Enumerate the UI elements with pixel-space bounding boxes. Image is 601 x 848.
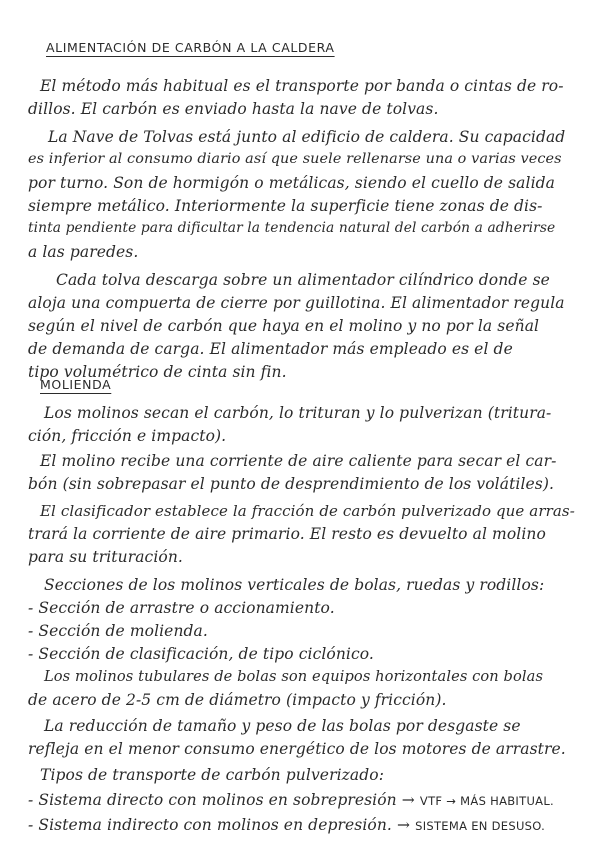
- paragraph-line: según el nivel de carbón que haya en el molino y no por la señal: [28, 317, 540, 335]
- paragraph-line: ción, fricción e impacto).: [28, 427, 227, 445]
- paragraph-line: tipo volumétrico de cinta sin fin.: [28, 363, 287, 381]
- paragraph-line: por turno. Son de hormigón o metálicas, siendo el cuello de salida: [28, 174, 555, 192]
- arrow-icon: →: [401, 791, 415, 809]
- paragraph-line: Secciones de los molinos verticales de bolas, ruedas y rodillos:: [44, 576, 545, 594]
- paragraph-line: de acero de 2-5 cm de diámetro (impacto y fricción).: [28, 691, 447, 709]
- page-title: ALIMENTACIÓN DE CARBÓN A LA CALDERA: [46, 40, 335, 55]
- paragraph-line: El molino recibe una corriente de aire caliente para secar el car-: [40, 452, 557, 470]
- list-item: - Sección de arrastre o accionamiento.: [28, 599, 335, 617]
- transport-type-note: VTF → MÁS HABITUAL.: [419, 794, 554, 808]
- paragraph-line: La Nave de Tolvas está junto al edificio de caldera. Su capacidad: [48, 128, 566, 146]
- arrow-icon: →: [396, 816, 411, 834]
- paragraph-line: El clasificador establece la fracción de carbón pulverizado que arras-: [40, 502, 575, 520]
- paragraph-line: siempre metálico. Interiormente la superficie tiene zonas de dis-: [28, 197, 543, 215]
- paragraph-line: refleja en el menor consumo energético de los motores de arrastre.: [28, 740, 566, 758]
- paragraph-line: es inferior al consumo diario así que suele rellenarse una o varias veces: [28, 151, 562, 167]
- transport-type-direct: [28, 791, 554, 809]
- paragraph-line: a las paredes.: [28, 243, 139, 261]
- transport-type-text: - Sistema directo con molinos en sobrepresión: [28, 791, 397, 809]
- paragraph-line: bón (sin sobrepasar el punto de desprendimiento de los volátiles).: [28, 475, 555, 493]
- paragraph-line: El método más habitual es el transporte por banda o cintas de ro-: [40, 77, 564, 95]
- paragraph-line: Los molinos secan el carbón, lo trituran y lo pulverizan (tritura-: [44, 404, 552, 422]
- paragraph-line: dillos. El carbón es enviado hasta la nave de tolvas.: [28, 100, 439, 118]
- paragraph-line: Los molinos tubulares de bolas son equipos horizontales con bolas: [44, 668, 544, 685]
- transport-type-indirect: [28, 816, 545, 834]
- paragraph-line: trará la corriente de aire primario. El resto es devuelto al molino: [28, 525, 546, 543]
- paragraph-line: La reducción de tamaño y peso de las bolas por desgaste se: [44, 717, 521, 735]
- paragraph-line: de demanda de carga. El alimentador más empleado es el de: [28, 340, 513, 358]
- paragraph-line: Tipos de transporte de carbón pulverizado:: [40, 766, 385, 784]
- transport-type-text: - Sistema indirecto con molinos en depresión.: [28, 816, 392, 834]
- list-item: - Sección de molienda.: [28, 622, 208, 640]
- paragraph-line: aloja una compuerta de cierre por guillotina. El alimentador regula: [28, 294, 565, 312]
- paragraph-line: tinta pendiente para dificultar la tendencia natural del carbón a adherirse: [28, 220, 556, 236]
- paragraph-line: Cada tolva descarga sobre un alimentador cilíndrico donde se: [56, 271, 550, 289]
- paragraph-line: para su trituración.: [28, 548, 183, 566]
- transport-type-note: SISTEMA EN DESUSO.: [415, 819, 546, 833]
- list-item: - Sección de clasificación, de tipo ciclónico.: [28, 645, 374, 663]
- section-heading: MOLIENDA: [40, 377, 112, 392]
